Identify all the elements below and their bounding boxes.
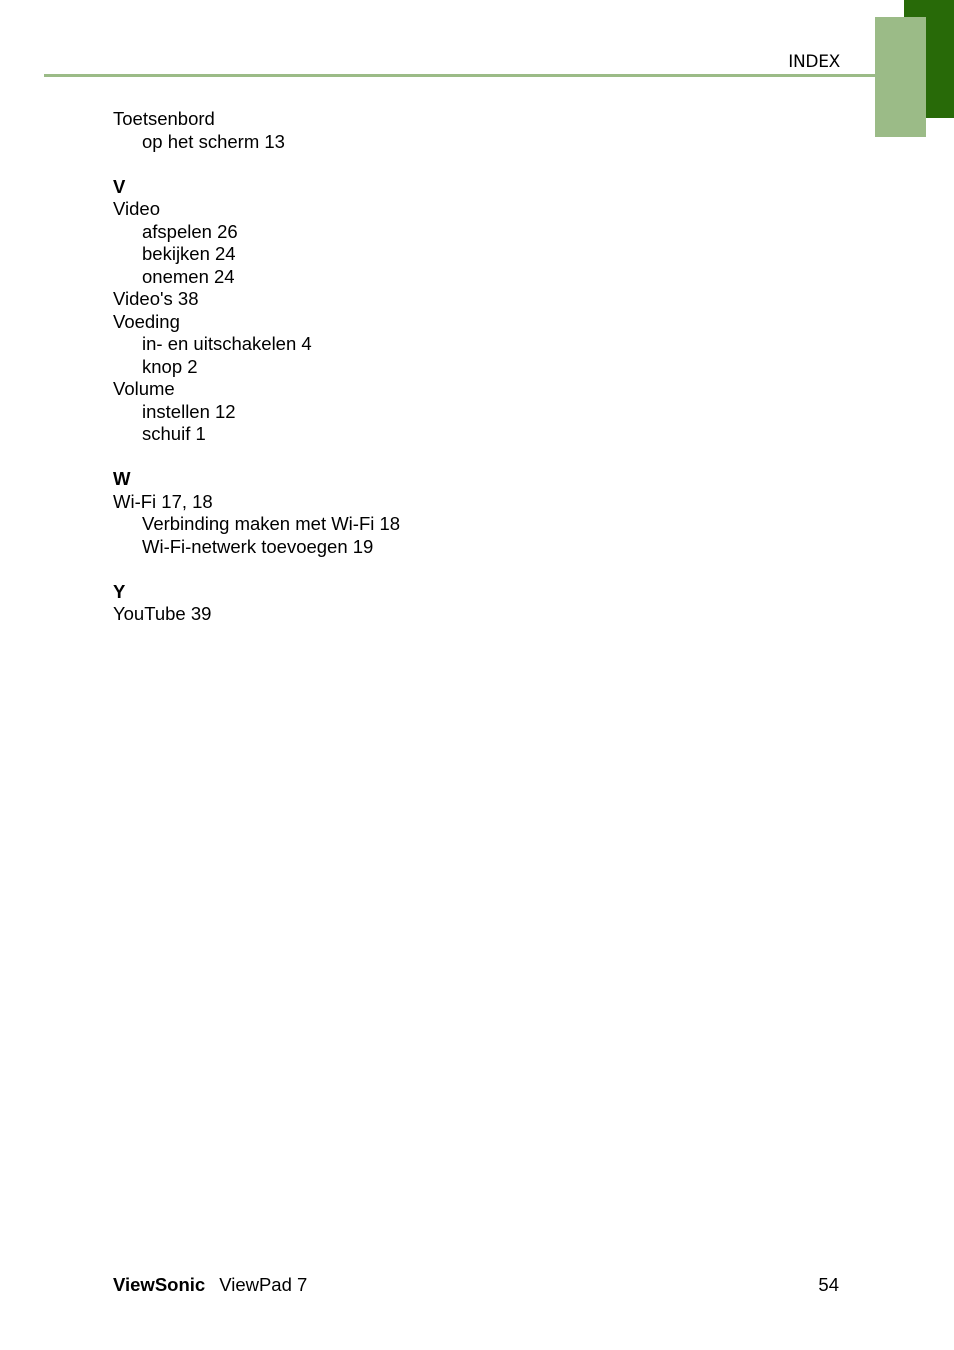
index-subentry: Verbinding maken met Wi-Fi 18 — [142, 513, 401, 534]
section-spacer — [113, 153, 813, 176]
header-divider — [44, 74, 875, 77]
index-subentry: afspelen 26 — [142, 220, 238, 242]
footer-product: ViewPad 7 — [219, 1274, 308, 1295]
page-number: 54 — [818, 1274, 839, 1295]
index-entry-toetsenbord: Toetsenbord — [113, 108, 215, 129]
index-letter-heading-w: W — [113, 468, 131, 489]
index-subentry: knop 2 — [142, 355, 198, 377]
index-entry-youtube: YouTube 39 — [113, 603, 212, 624]
index-entry-videos: Video's 38 — [113, 288, 199, 309]
index-entry-voeding: Voeding — [113, 310, 180, 332]
index-list — [113, 108, 813, 626]
section-spacer — [113, 446, 813, 469]
footer-brand: ViewSonic — [113, 1274, 206, 1295]
index-letter-heading-y: Y — [113, 580, 126, 602]
index-entry-wifi: Wi-Fi 17, 18 — [113, 490, 213, 512]
index-entry-video: Video — [113, 198, 160, 219]
index-subentry: schuif 1 — [142, 423, 206, 444]
index-subentry: bekijken 24 — [142, 243, 236, 264]
index-entry-volume: Volume — [113, 378, 175, 399]
page-footer — [113, 1274, 839, 1296]
section-spacer — [113, 558, 813, 581]
index-subentry: op het scherm 13 — [142, 130, 285, 152]
index-subentry: instellen 12 — [142, 400, 236, 422]
index-letter-heading-v: V — [113, 175, 126, 197]
index-subentry: onemen 24 — [142, 265, 235, 287]
page-header-title: INDEX — [788, 52, 840, 72]
index-subentry: Wi-Fi-netwerk toevoegen 19 — [142, 535, 374, 557]
chapter-tab-light — [875, 17, 926, 137]
index-subentry: in- en uitschakelen 4 — [142, 333, 312, 354]
